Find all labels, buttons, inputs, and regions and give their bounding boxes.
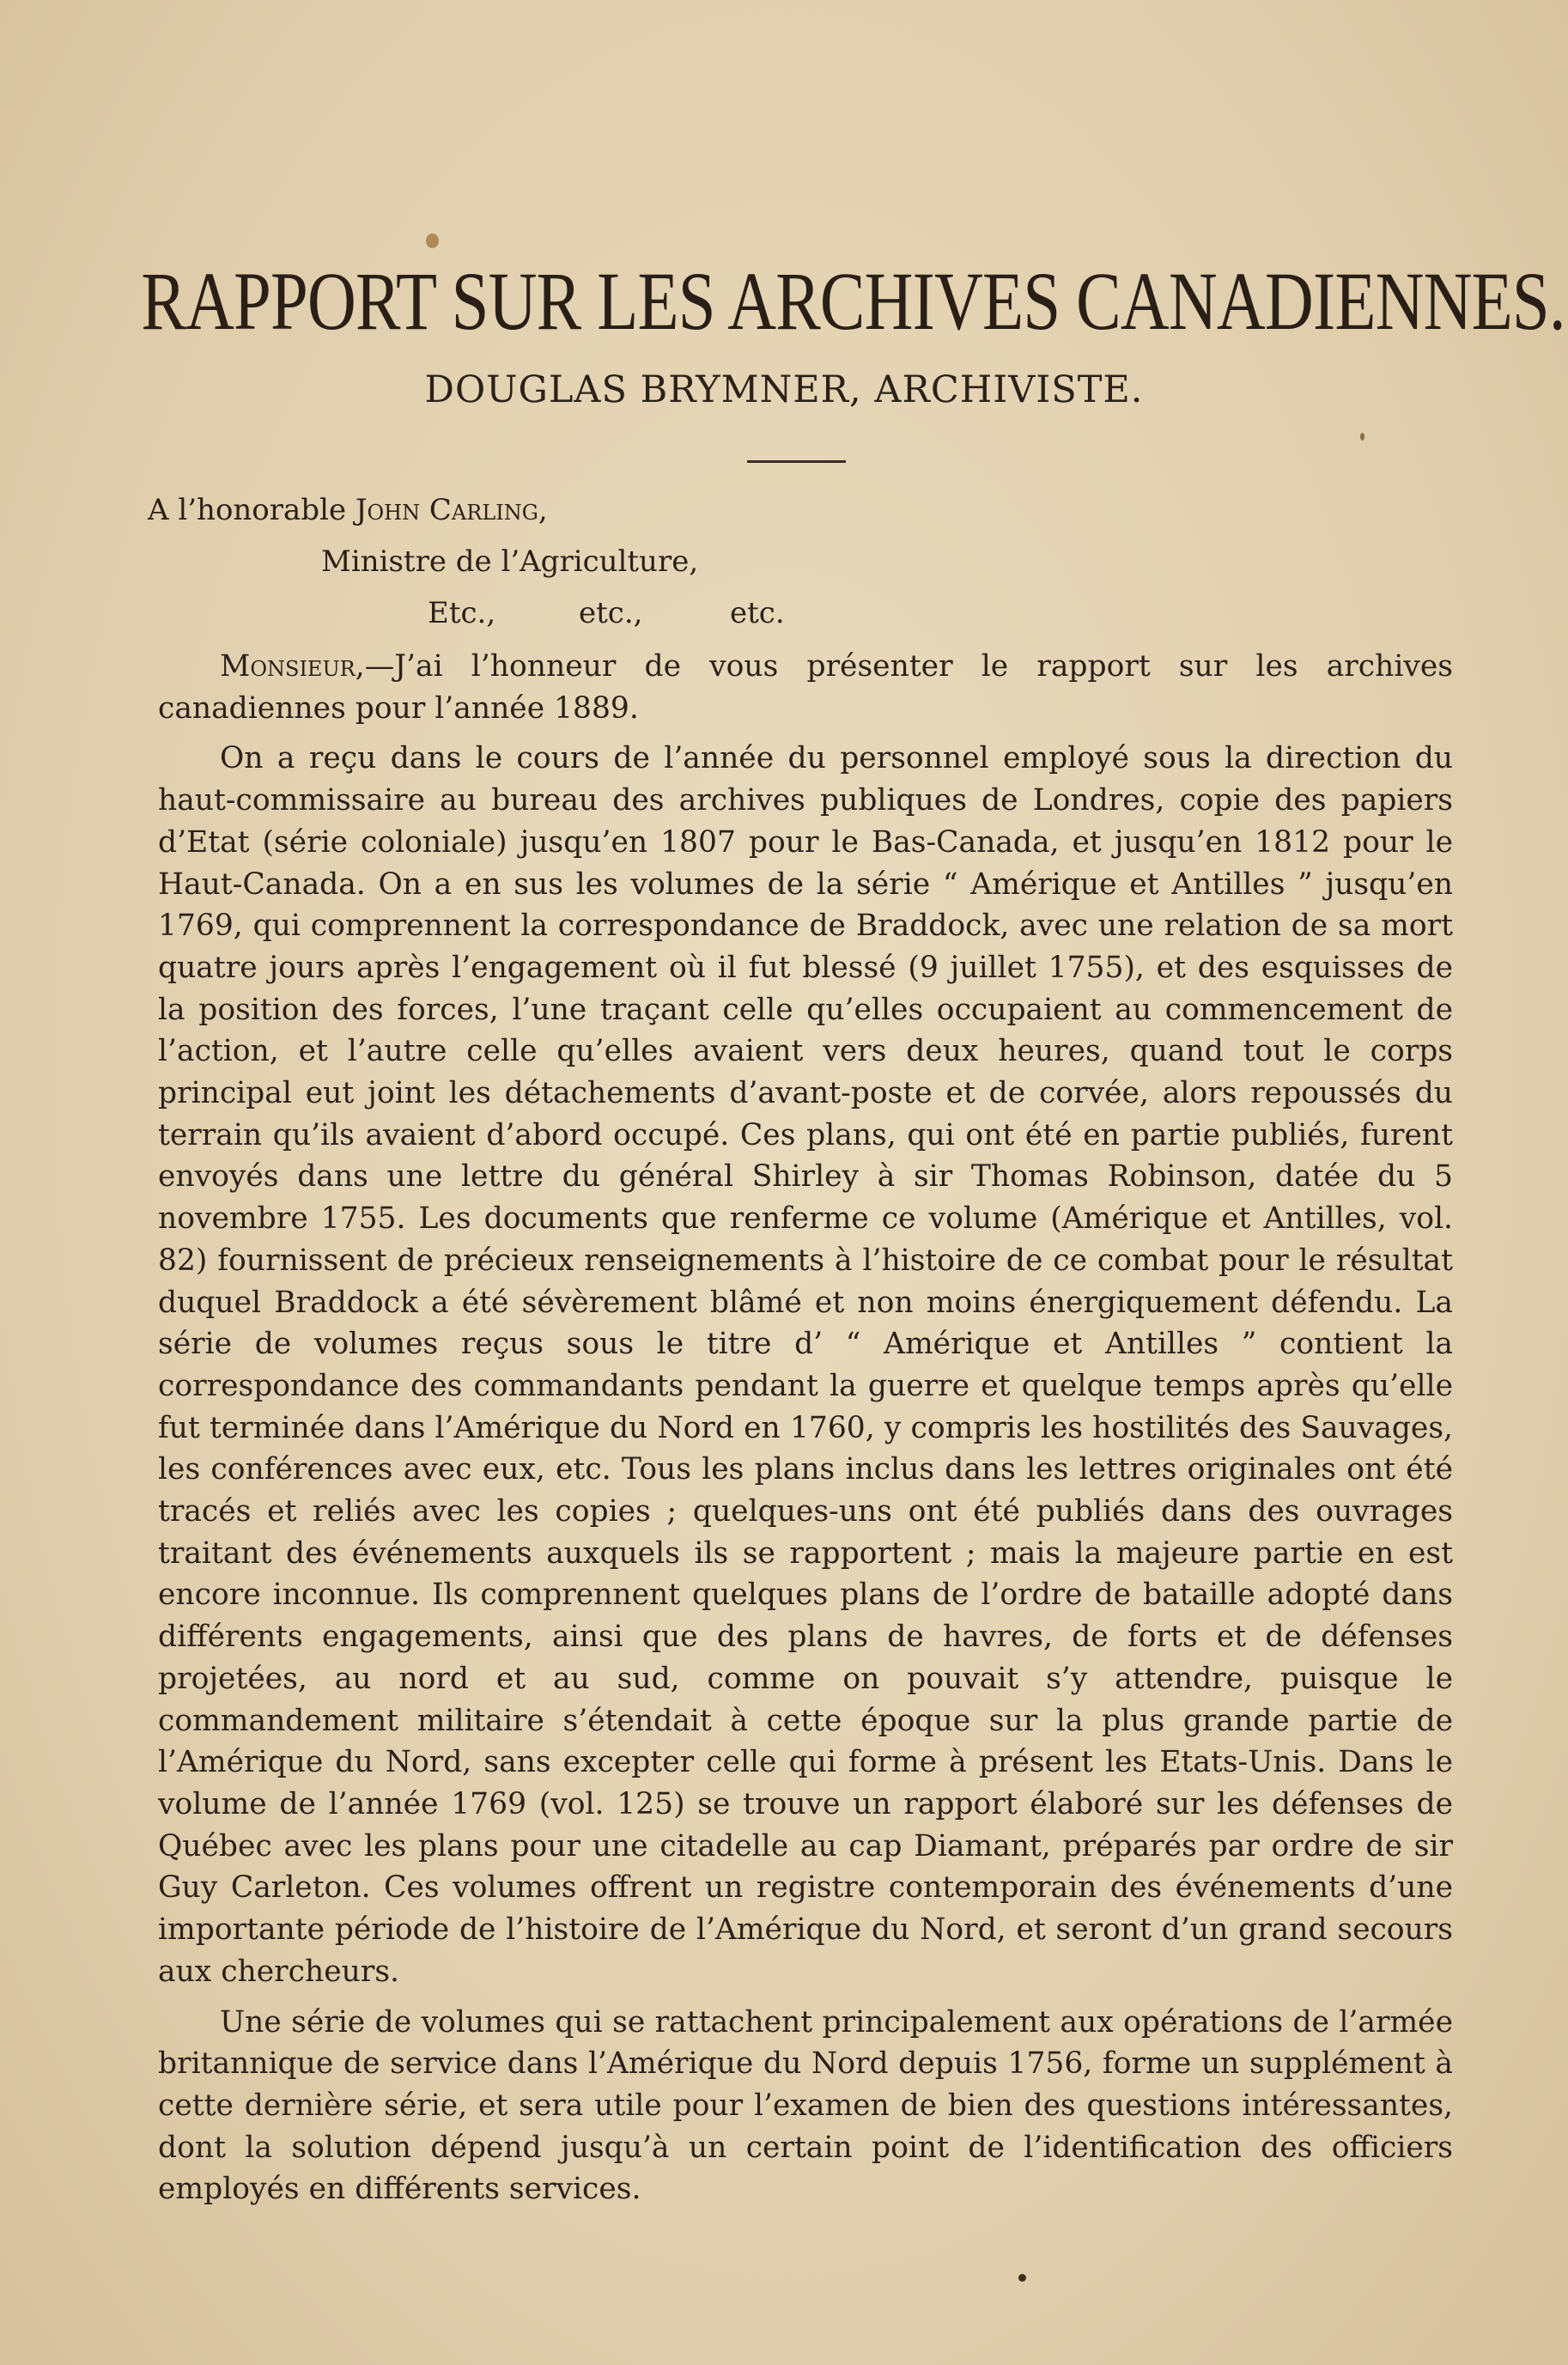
address-line-1 <box>148 491 548 529</box>
paragraph-salutation <box>158 646 1453 729</box>
paragraph-text: —J’ai l’honneur de vous présenter le rapport sur les archives canadiennes pour l’année 1889. <box>158 649 1453 726</box>
address-line-2: Ministre de l’Agriculture, <box>321 544 699 579</box>
salutation: Monsieur, <box>220 649 365 684</box>
page-title: RAPPORT SUR LES ARCHIVES CANADIENNES. <box>141 255 1565 347</box>
address-prefix: A l’honorable <box>148 493 356 527</box>
ink-speck <box>1018 2274 1026 2282</box>
ink-speck <box>1360 433 1364 441</box>
address-line-3 <box>0 594 1568 632</box>
address-etc-1: Etc., <box>428 596 496 630</box>
paragraph: On a reçu dans le cours de l’année du personnel employé sous la direction du haut-commissaire au bureau des archives publiques de Londres, copie des papiers d’Etat (série coloniale) jusqu’en 1807 pour le Bas-Canada, et jusqu’en 1812 pour le Haut-Canada. On a en sus les volumes de la série “ Amérique et Antilles ” jusqu’en 1769, qui comprennent la correspondance de Braddock, avec une relation de sa mort quatre jours après l’engagement où il fut blessé (9 juillet 1755), et des esquisses de la position des forces, l’une traçant celle qu’elles occupaient au commencement de l’action, et l’autre celle qu’elles avaient vers deux heures, quand tout le corps principal eut joint les détachements d’avant-poste et de corvée, alors repoussés du terrain qu’ils avaient d’abord occupé. Ces plans, qui ont été en partie publiés, furent envoyés dans une lettre du général Shirley à sir Thomas Robinson, datée du 5 novembre 1755. Les documents que renferme ce volume (Amérique et Antilles, vol. 82) fournissent de précieux renseignements à l’histoire de ce combat pour le résultat duquel Braddock a été sévèrement blâmé et non moins énergiquement défendu. La série de volumes reçus sous le titre d’ “ Amérique et Antilles ” contient la correspondance des commandants pendant la guerre et quelque temps après qu’elle fut terminée dans l’Amérique du Nord en 1760, y compris les hostilités des Sauvages, les conférences avec eux, etc. Tous les plans inclus dans les lettres originales ont été tracés et reliés avec les copies ; quelques-uns ont été publiés dans des ouvrages traitant des événements auxquels ils se rapportent ; mais la majeure partie en est encore inconnue. Ils comprennent quelques plans de l’ordre de bataille adopté dans différents engagements, ainsi que des plans de havres, de forts et de défenses projetées, au nord et au sud, comme on pouvait s’y attendre, puisque le commandement militaire s’étendait à cette époque sur la plus grande partie de l’Amérique du Nord, sans excepter celle qui forme à présent les Etats-Unis. Dans le volume de l’année 1769 (vol. 125) se trouve un rapport élaboré sur les défenses de Québec avec les plans pour une citadelle au cap Diamant, préparés par ordre de sir Guy Carleton. Ces volumes offrent un registre contemporain des événements d’une importante période de l’histoire de l’Amérique du Nord, et seront d’un grand secours aux chercheurs. <box>158 741 1453 1989</box>
ink-speck <box>426 234 439 248</box>
page-subtitle: DOUGLAS BRYMNER, ARCHIVISTE. <box>424 368 1144 411</box>
address-etc-3: etc. <box>730 596 785 630</box>
address-etc-2: etc., <box>579 596 643 630</box>
paragraph: Une série de volumes qui se rattachent principalement aux opérations de l’armée britannique de service dans l’Amérique du Nord depuis 1756, forme un supplément à cette dernière série, et sera utile pour l’examen de bien des questions intéressantes, dont la solution dépend jusqu’à un certain point de l’identification des officiers employés en différents services. <box>158 2004 1453 2207</box>
body-text <box>158 646 1453 2219</box>
title-divider <box>747 460 846 463</box>
address-name: John Carling, <box>355 493 548 527</box>
